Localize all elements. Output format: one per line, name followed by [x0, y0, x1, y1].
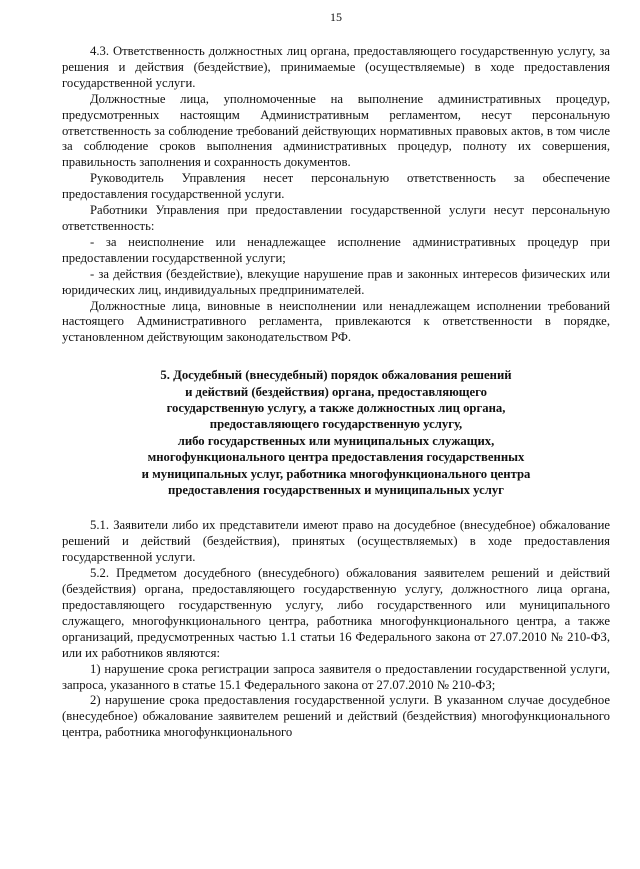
- paragraph-head-responsibility: Руководитель Управления несет персональную ответственность за обеспечение предоставления государственной услуги.: [62, 171, 610, 202]
- paragraph-4-3: 4.3. Ответственность должностных лиц органа, предоставляющего государственную услугу, за решения и действия (бездействие), принимаемые (осуществляемые) в ходе предоставления государственной услуги.: [62, 44, 610, 90]
- heading-line: предоставляющего государственную услугу,: [209, 417, 463, 432]
- list-item-1: 1) нарушение срока регистрации запроса заявителя о предоставлении государственной услуги, запроса, указанного в статье 15.1 Федерального закона от 27.07.2010 № 210-ФЗ;: [62, 661, 610, 692]
- list-item-nonperformance: - за неисполнение или ненадлежащее исполнение административных процедур при предоставлении государственной услуги;: [62, 234, 610, 265]
- section-5-heading: [62, 367, 610, 498]
- paragraph-5-2: 5.2. Предметом досудебного (внесудебного) обжалования заявителем решений и действий (бездействия) органа, предоставляющего государственную услугу, должностного лица органа, предоставляющего государственную услугу, либо государственного или муниципального служащего, многофункционального центра, работника многофункционального центра, а также организаций, предусмотренных частью 1.1 статьи 16 Федерального закона от 27.07.2010 № 210-ФЗ, или их работников являются:: [62, 566, 610, 660]
- paragraph-officials-responsibility: Должностные лица, уполномоченные на выполнение административных процедур, предусмотренных настоящим Административным регламентом, несут персональную ответственность за соблюдение требований действующих нормативных правовых актов, в том числе за соблюдение сроков выполнения административных процедур, полноту их совершения, правильность заполнения и сохранность документов.: [62, 91, 610, 170]
- heading-line: и действий (бездействия) органа, предоставляющего: [185, 384, 487, 399]
- heading-line: 5. Досудебный (внесудебный) порядок обжалования решений: [160, 368, 512, 383]
- paragraph-workers-responsibility: Работники Управления при предоставлении государственной услуги несут персональную ответственность:: [62, 203, 610, 233]
- list-item-2: 2) нарушение срока предоставления государственной услуги. В указанном случае досудебное (внесудебное) обжалование заявителем решений и действий (бездействия) многофункционального центра, работника многофункционального: [62, 693, 610, 740]
- responsibility-section: [62, 44, 610, 346]
- heading-line: либо государственных или муниципальных служащих,: [177, 433, 495, 448]
- heading-line: государственную услугу, а также должностных лиц органа,: [166, 401, 506, 416]
- paragraph-guilty-officials: Должностные лица, виновные в неисполнении или ненадлежащем исполнении требований настоящего Административного регламента, привлекаются к ответственности в порядке, установленном действующим законодательством РФ.: [62, 298, 610, 345]
- page-number: 15: [330, 10, 342, 24]
- heading-line: многофункционального центра предоставления государственных: [147, 450, 525, 465]
- appeal-section: [62, 518, 610, 741]
- paragraph-5-1: 5.1. Заявители либо их представители имеют право на досудебное (внесудебное) обжалование решений и действий (бездействия), принятых (осуществляемых) в ходе предоставления государственной услуги.: [62, 518, 610, 565]
- heading-line: предоставления государственных и муниципальных услуг: [168, 483, 504, 498]
- list-item-violation: - за действия (бездействие), влекущие нарушение прав и законных интересов физических или юридических лиц, индивидуальных предпринимателей.: [62, 266, 610, 297]
- heading-line: и муниципальных услуг, работника многофункционального центра: [141, 466, 531, 481]
